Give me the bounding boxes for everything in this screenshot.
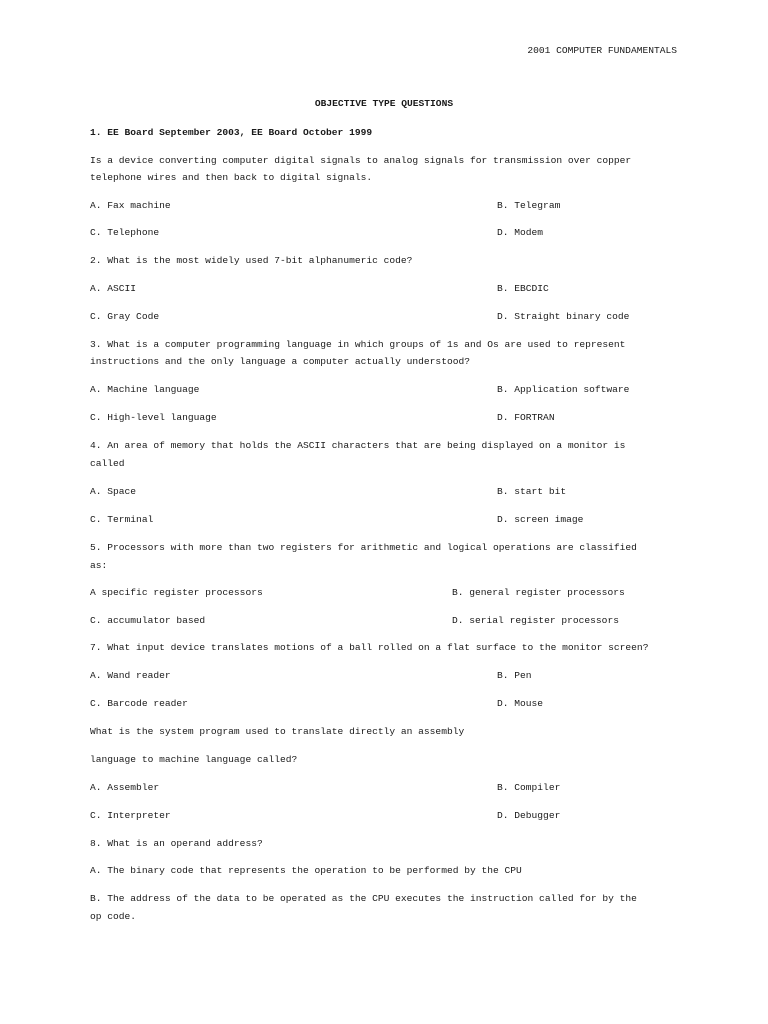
question-assembler-option-b: B. Compiler xyxy=(497,782,561,793)
question-7-text: 7. What input device translates motions of a ball rolled on a flat surface to the monitor screen? xyxy=(90,642,649,653)
question-8-option-b-line1: B. The address of the data to be operated as the CPU executes the instruction called for by the xyxy=(90,893,637,904)
question-4-option-d: D. screen image xyxy=(497,514,584,525)
question-8-option-b-line2: op code. xyxy=(90,911,137,922)
question-5-text-line1: 5. Processors with more than two registers for arithmetic and logical operations are classified xyxy=(90,542,637,553)
question-2-option-b: B. EBCDIC xyxy=(497,283,549,294)
question-8-option-a: A. The binary code that represents the operation to be performed by the CPU xyxy=(90,865,522,876)
question-3-option-c: C. High-level language xyxy=(90,412,217,423)
question-4-text-line2: called xyxy=(90,458,125,469)
question-3-option-d: D. FORTRAN xyxy=(497,412,555,423)
question-3-text-line2: instructions and the only language a computer actually understood? xyxy=(90,356,470,367)
question-2-option-a: A. ASCII xyxy=(90,283,137,294)
question-2-option-c: C. Gray Code xyxy=(90,311,160,322)
question-1-text-line1: Is a device converting computer digital signals to analog signals for transmission over copper xyxy=(90,155,632,166)
question-4-text-line1: 4. An area of memory that holds the ASCII characters that are being displayed on a monitor is xyxy=(90,440,626,451)
question-7-option-a: A. Wand reader xyxy=(90,670,171,681)
question-assembler-text-line2: language to machine language called? xyxy=(90,754,298,765)
question-3-text-line1: 3. What is a computer programming language in which groups of 1s and Os are used to represent xyxy=(90,339,626,350)
question-3-option-b: B. Application software xyxy=(497,384,630,395)
question-1-text-line2: telephone wires and then back to digital signals. xyxy=(90,172,373,183)
question-1-option-d: D. Modem xyxy=(497,227,544,238)
page-header: 2001 COMPUTER FUNDAMENTALS xyxy=(527,45,677,56)
question-8-text: 8. What is an operand address? xyxy=(90,838,263,849)
question-7-option-c: C. Barcode reader xyxy=(90,698,188,709)
question-1-option-b: B. Telegram xyxy=(497,200,561,211)
question-assembler-text-line1: What is the system program used to translate directly an assembly xyxy=(90,726,465,737)
question-5-text-line2: as: xyxy=(90,560,108,571)
question-4-option-c: C. Terminal xyxy=(90,514,154,525)
question-3-option-a: A. Machine language xyxy=(90,384,200,395)
question-4-option-b: B. start bit xyxy=(497,486,567,497)
question-assembler-option-a: A. Assembler xyxy=(90,782,160,793)
question-7-option-b: B. Pen xyxy=(497,670,532,681)
question-7-option-d: D. Mouse xyxy=(497,698,544,709)
question-5-option-b: B. general register processors xyxy=(452,587,625,598)
question-2-option-d: D. Straight binary code xyxy=(497,311,630,322)
question-1-option-c: C. Telephone xyxy=(90,227,160,238)
question-5-option-d: D. serial register processors xyxy=(452,615,619,626)
question-assembler-option-d: D. Debugger xyxy=(497,810,561,821)
question-1-heading: 1. EE Board September 2003, EE Board October 1999 xyxy=(90,127,373,138)
question-5-option-a: A specific register processors xyxy=(90,587,263,598)
section-title: OBJECTIVE TYPE QUESTIONS xyxy=(314,98,454,109)
question-assembler-option-c: C. Interpreter xyxy=(90,810,171,821)
question-5-option-c: C. accumulator based xyxy=(90,615,206,626)
question-4-option-a: A. Space xyxy=(90,486,137,497)
question-2-text: 2. What is the most widely used 7-bit alphanumeric code? xyxy=(90,255,413,266)
question-1-option-a: A. Fax machine xyxy=(90,200,171,211)
